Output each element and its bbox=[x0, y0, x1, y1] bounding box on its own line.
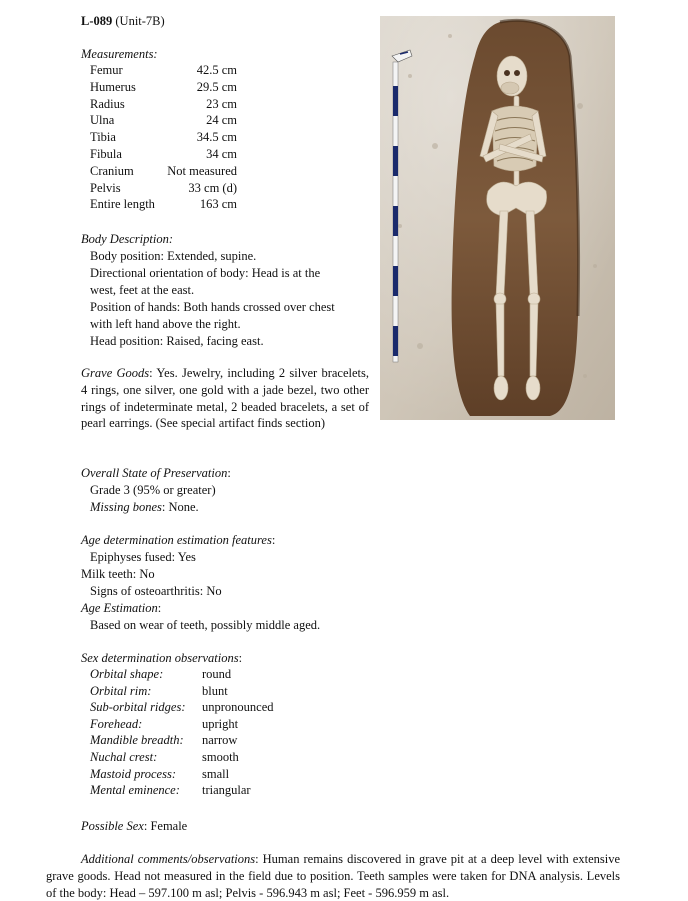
measurement-value: 24 cm bbox=[206, 113, 237, 128]
measurement-value: 33 cm (d) bbox=[188, 180, 237, 195]
measurement-row bbox=[81, 113, 281, 129]
sex-observation-row bbox=[81, 700, 361, 716]
epiphyses-fused: Epiphyses fused: Yes bbox=[90, 550, 196, 564]
body-orientation-line-1: Directional orientation of body: Head is at the bbox=[90, 266, 321, 280]
milk-teeth: Milk teeth: No bbox=[81, 567, 155, 581]
possible-sex-label: Possible Sex bbox=[81, 819, 144, 833]
sex-observation-value: blunt bbox=[202, 683, 228, 698]
measurement-row bbox=[81, 80, 281, 96]
comments-text: : Human remains discovered in grave pit at a deep level with extensive grave goods. Head not measured in the field due to position. Teeth samples were taken for DNA analysis. Levels of the body: Head – 597.100 m asl; Pelvis - 596.943 m asl; Feet - 596.959 m asl. bbox=[46, 852, 621, 900]
sex-observation-label: Mandible breadth: bbox=[90, 733, 184, 748]
measurement-value: 29.5 cm bbox=[196, 79, 237, 94]
hand-position-line-1: Position of hands: Both hands crossed over chest bbox=[90, 300, 335, 314]
grave-goods-text: : Yes. Jewelry, including 2 silver bracelets, 4 rings, one silver, one gold with a jade bezel, two other rings of indeterminate metal, 2 beaded bracelets, a set of pearl earrings. (See special artifact finds section) bbox=[81, 366, 369, 431]
sex-observation-value: round bbox=[202, 667, 232, 681]
measurement-row bbox=[81, 97, 281, 113]
sex-observation-row bbox=[81, 667, 361, 683]
measurement-label: Tibia bbox=[90, 130, 116, 145]
skeleton-in-grave-image bbox=[380, 16, 615, 420]
possible-sex bbox=[81, 818, 187, 834]
measurement-label: Radius bbox=[90, 96, 125, 111]
sex-observation-row bbox=[81, 684, 361, 700]
sex-determination-title: Sex determination observations bbox=[81, 651, 239, 665]
measurement-label: Cranium bbox=[90, 163, 134, 178]
possible-sex-value: : Female bbox=[143, 819, 188, 833]
hand-position-line-2: with left hand above the right. bbox=[90, 317, 241, 331]
measurements-section bbox=[81, 46, 371, 216]
measurement-label: Ulna bbox=[90, 113, 115, 128]
grave-goods-label: Grave Goods bbox=[81, 366, 150, 380]
osteoarthritis: Signs of osteoarthritis: No bbox=[90, 584, 222, 598]
measurement-row bbox=[81, 147, 281, 163]
measurement-row bbox=[81, 164, 281, 180]
sex-observation-value: unpronounced bbox=[202, 700, 274, 715]
comments-label: Additional comments/observations bbox=[81, 852, 256, 866]
measurement-row bbox=[81, 63, 281, 79]
sex-observation-label: Forehead: bbox=[90, 716, 143, 731]
sex-observation-label: Orbital shape: bbox=[90, 667, 164, 681]
record-unit: (Unit-7B) bbox=[115, 14, 165, 28]
sex-observation-row bbox=[81, 767, 361, 783]
record-id: L-089 bbox=[81, 14, 113, 28]
sex-observation-label: Mental eminence: bbox=[90, 783, 180, 798]
measurement-value: 42.5 cm bbox=[196, 63, 237, 77]
measurement-value: Not measured bbox=[167, 163, 237, 178]
sex-observation-row bbox=[81, 750, 361, 766]
sex-observation-label: Nuchal crest: bbox=[90, 750, 158, 764]
sex-observation-value: upright bbox=[202, 716, 239, 731]
sex-observation-label: Sub-orbital ridges: bbox=[90, 700, 186, 715]
measurement-label: Entire length bbox=[90, 197, 155, 212]
grave-photograph bbox=[380, 16, 615, 420]
sex-observation-value: small bbox=[202, 766, 230, 781]
measurement-row bbox=[81, 181, 281, 197]
sex-observation-row bbox=[81, 783, 361, 799]
comments-paragraph bbox=[46, 851, 620, 901]
sex-observation-row bbox=[81, 733, 361, 749]
measurement-label: Femur bbox=[90, 63, 123, 77]
age-features-title: Age determination estimation features bbox=[81, 533, 272, 547]
measurement-value: 163 cm bbox=[199, 197, 237, 212]
measurements-title: Measurements: bbox=[81, 47, 158, 61]
sex-observation-value: triangular bbox=[202, 783, 251, 798]
sex-observation-label: Mastoid process: bbox=[90, 766, 176, 781]
age-estimation-title: Age Estimation bbox=[81, 601, 158, 615]
preservation-title: Overall State of Preservation bbox=[81, 466, 228, 480]
sex-observation-label: Orbital rim: bbox=[90, 683, 152, 698]
head-position: Head position: Raised, facing east. bbox=[90, 334, 264, 348]
preservation-section: Overall State of Preservation: Grade 3 (95% or greater) Missing bones: None. bbox=[81, 466, 231, 514]
age-section: Age determination estimation features: Epiphyses fused: Yes Milk teeth: No Signs of osteoarthritis: No Age Estimation: Based on wear of teeth, possibly middle aged. bbox=[81, 533, 321, 632]
sex-observation-row bbox=[81, 717, 361, 733]
sex-determination-section: Sex determination observations: Orbital shape: round Orbital rim: blunt Sub-orbital ridges: unpronounced Forehead: upright Mandible breadth: narrow Nuchal crest: smooth Mastoid process: small Mental eminence: triangular bbox=[81, 650, 371, 800]
missing-bones-label: Missing bones bbox=[90, 500, 162, 514]
body-description-section bbox=[81, 231, 371, 351]
age-estimation: Based on wear of teeth, possibly middle aged. bbox=[90, 618, 321, 632]
measurement-row bbox=[81, 130, 281, 146]
measurement-value: 34.5 cm bbox=[196, 130, 237, 145]
sex-observation-value: narrow bbox=[202, 733, 238, 748]
measurement-value: 34 cm bbox=[206, 147, 237, 161]
measurement-value: 23 cm bbox=[206, 96, 237, 111]
measurement-label: Humerus bbox=[90, 79, 136, 94]
body-position: Body position: Extended, supine. bbox=[90, 249, 257, 263]
measurement-label: Pelvis bbox=[90, 180, 121, 195]
sex-observation-value: smooth bbox=[202, 750, 239, 764]
record-heading bbox=[81, 13, 165, 29]
body-description-title: Body Description: bbox=[81, 232, 173, 246]
missing-bones-value: : None. bbox=[161, 500, 199, 514]
measurement-label: Fibula bbox=[90, 147, 122, 161]
body-orientation-line-2: west, feet at the east. bbox=[90, 283, 195, 297]
measurement-row bbox=[81, 197, 281, 213]
preservation-grade: Grade 3 (95% or greater) bbox=[90, 483, 216, 497]
grave-goods-paragraph bbox=[81, 365, 369, 432]
